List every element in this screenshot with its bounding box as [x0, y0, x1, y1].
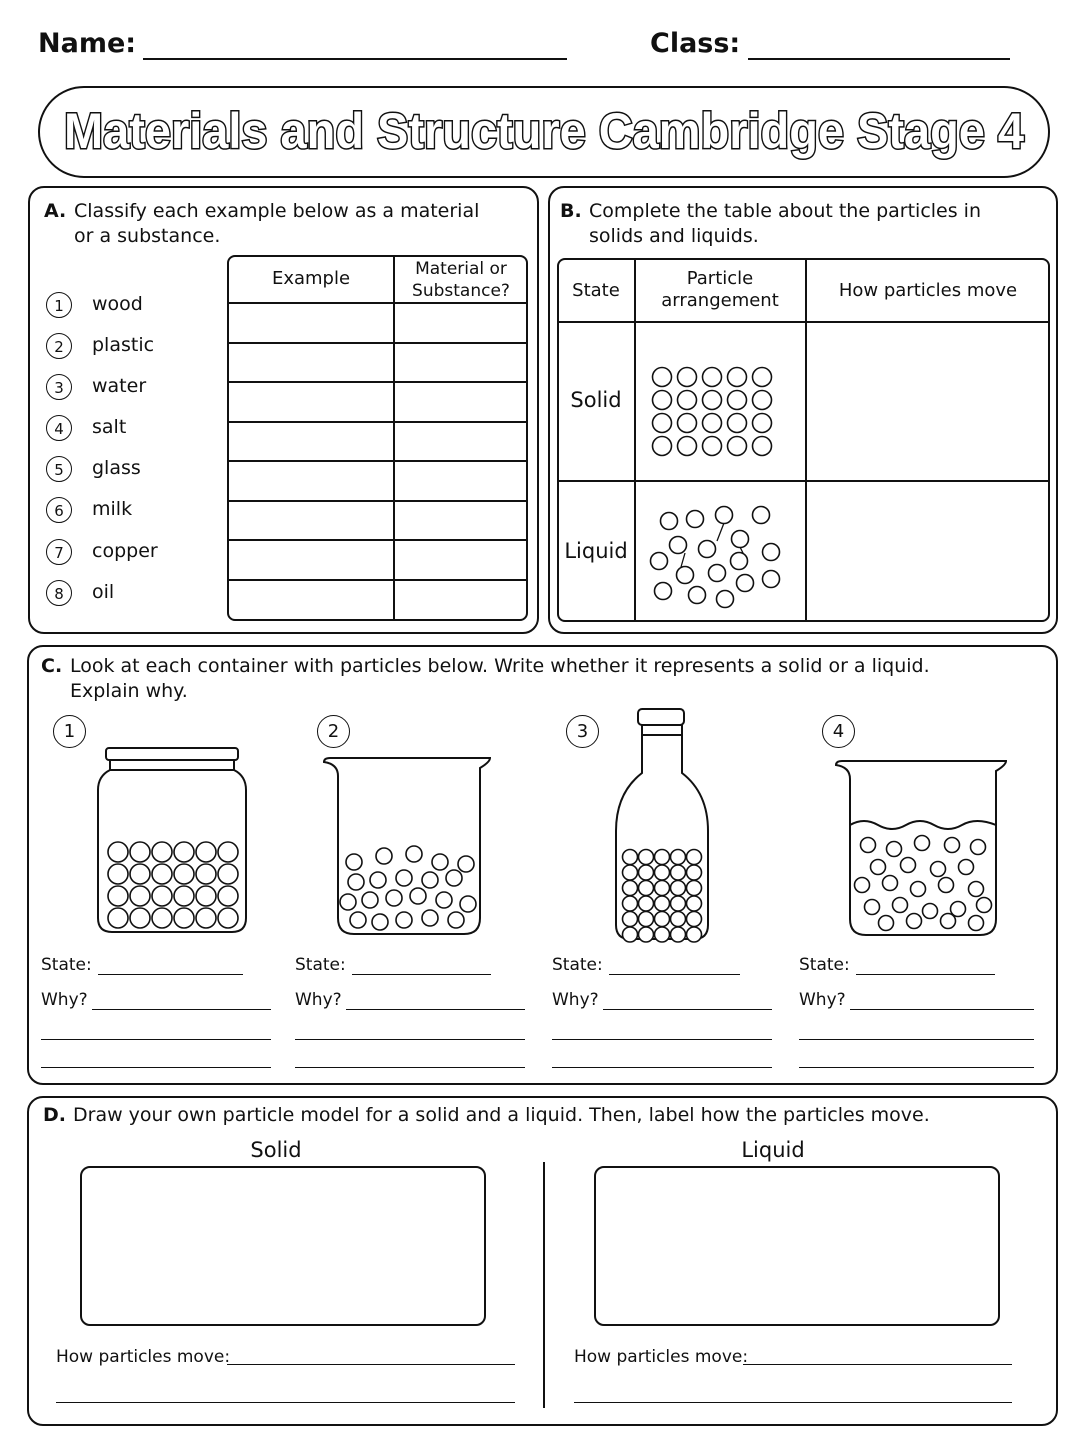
- particle: [623, 865, 638, 880]
- solid-drawing-title: Solid: [250, 1138, 302, 1162]
- jar-container-1: [96, 746, 248, 936]
- solid-drawing-box[interactable]: [80, 1166, 486, 1326]
- particle: [346, 854, 362, 870]
- particle: [653, 391, 672, 410]
- solid-particle-grid: [648, 364, 778, 459]
- particle: [460, 896, 476, 912]
- why-extra-line-1-1[interactable]: [41, 1025, 271, 1040]
- state-answer-line-1[interactable]: [98, 960, 243, 975]
- a-table-answer-cell-7[interactable]: [395, 541, 526, 579]
- b-row-liquid: Liquid: [564, 539, 628, 563]
- particle: [717, 591, 734, 608]
- why-extra-line-4-1[interactable]: [799, 1025, 1034, 1040]
- why-answer-line-4[interactable]: [850, 995, 1034, 1010]
- motion-line: [681, 553, 685, 567]
- particle: [130, 842, 150, 862]
- item-label-8: oil: [92, 581, 115, 603]
- particle: [653, 437, 672, 456]
- particle: [677, 567, 694, 584]
- b-header-arrangement: Particle arrangement: [661, 268, 779, 311]
- class-label: Class:: [650, 28, 741, 59]
- particle: [655, 850, 670, 865]
- particle: [753, 437, 772, 456]
- particle: [923, 904, 938, 919]
- particle: [911, 882, 926, 897]
- particle: [907, 914, 922, 929]
- particle: [671, 865, 686, 880]
- a-table-example-cell-1[interactable]: [229, 304, 392, 342]
- particle: [941, 914, 956, 929]
- particle: [372, 914, 388, 930]
- particle: [655, 583, 672, 600]
- particle: [728, 391, 747, 410]
- why-answer-line-2[interactable]: [346, 995, 525, 1010]
- particle: [687, 865, 702, 880]
- particle: [623, 927, 638, 942]
- a-table-example-cell-6[interactable]: [229, 502, 392, 539]
- particle: [671, 912, 686, 927]
- particle: [655, 865, 670, 880]
- particle: [753, 368, 772, 387]
- particle: [709, 565, 726, 582]
- particle: [687, 850, 702, 865]
- particle: [174, 908, 194, 928]
- particle: [687, 927, 702, 942]
- particle: [386, 890, 402, 906]
- why-answer-line-1[interactable]: [92, 995, 271, 1010]
- particle: [108, 864, 128, 884]
- particle: [655, 927, 670, 942]
- section-c-text: Look at each container with particles below. Write whether it represents a solid or a liquid. Explain why.: [70, 655, 930, 702]
- state-label-2: State:: [295, 955, 346, 975]
- particle: [753, 414, 772, 433]
- particle: [671, 881, 686, 896]
- item-label-5: glass: [92, 457, 141, 479]
- state-label-1: State:: [41, 955, 92, 975]
- particle: [687, 912, 702, 927]
- particle: [376, 848, 392, 864]
- a-table-answer-cell-4[interactable]: [395, 423, 526, 460]
- particle: [623, 850, 638, 865]
- particle: [108, 908, 128, 928]
- section-d-text: Draw your own particle model for a solid and a liquid. Then, label how the particles move.: [73, 1104, 930, 1126]
- particle: [639, 881, 654, 896]
- state-label-4: State:: [799, 955, 850, 975]
- svg-text:Materials and Structure Cambr: Materials and Structure Cambridge Stage 4: [64, 103, 1025, 159]
- liquid-move-label: How particles move:: [574, 1347, 749, 1367]
- particle: [653, 368, 672, 387]
- particle: [703, 391, 722, 410]
- why-extra-line-3-2[interactable]: [552, 1053, 772, 1068]
- a-table-answer-cell-1[interactable]: [395, 304, 526, 342]
- section-a-text: Classify each example below as a material or a substance.: [74, 200, 480, 247]
- particle: [362, 892, 378, 908]
- name-field[interactable]: [143, 40, 567, 60]
- a-table-answer-cell-6[interactable]: [395, 502, 526, 539]
- item-label-3: water: [92, 375, 147, 397]
- particle: [687, 511, 704, 528]
- particle: [639, 896, 654, 911]
- particle: [887, 842, 902, 857]
- b-row-solid: Solid: [570, 388, 622, 412]
- why-extra-line-1-2[interactable]: [41, 1053, 271, 1068]
- particle: [763, 571, 780, 588]
- particle: [396, 912, 412, 928]
- beaker-container-4: [834, 759, 1010, 939]
- particle: [196, 842, 216, 862]
- particle: [678, 368, 697, 387]
- particle: [196, 886, 216, 906]
- particle: [699, 541, 716, 558]
- a-table-example-cell-8[interactable]: [229, 581, 392, 619]
- liquid-particle-scatter: [645, 505, 785, 610]
- particle: [370, 872, 386, 888]
- particle: [655, 896, 670, 911]
- particle: [671, 850, 686, 865]
- particle: [716, 507, 733, 524]
- a-table-answer-cell-2[interactable]: [395, 344, 526, 381]
- item-label-7: copper: [92, 540, 158, 562]
- particle: [348, 874, 364, 890]
- section-d-divider: [543, 1162, 545, 1408]
- state-answer-line-3[interactable]: [609, 960, 740, 975]
- particle: [931, 862, 946, 877]
- why-label-2: Why?: [295, 990, 342, 1010]
- particle: [130, 864, 150, 884]
- particle: [152, 908, 172, 928]
- particle: [639, 850, 654, 865]
- particle: [939, 878, 954, 893]
- particle: [174, 864, 194, 884]
- particle: [753, 507, 770, 524]
- particle: [639, 927, 654, 942]
- particle: [901, 858, 916, 873]
- b-solid-move-cell[interactable]: [808, 323, 1048, 479]
- particle: [737, 575, 754, 592]
- particle: [174, 842, 194, 862]
- name-label: Name:: [38, 28, 137, 59]
- particle: [977, 898, 992, 913]
- class-field[interactable]: [748, 40, 1010, 60]
- item-number-4: 4: [46, 415, 72, 441]
- particle: [871, 860, 886, 875]
- why-label-4: Why?: [799, 990, 846, 1010]
- particle: [458, 856, 474, 872]
- motion-line: [717, 523, 724, 541]
- particle: [763, 544, 780, 561]
- particle: [971, 840, 986, 855]
- container-number-4: 4: [822, 715, 855, 748]
- particle: [422, 910, 438, 926]
- particle: [350, 912, 366, 928]
- particle: [753, 391, 772, 410]
- b-header-move: How particles move: [838, 280, 1018, 301]
- a-table-example-cell-3[interactable]: [229, 383, 392, 421]
- item-label-2: plastic: [92, 334, 155, 356]
- a-header-example: Example: [271, 268, 351, 289]
- particle: [671, 896, 686, 911]
- particle: [623, 881, 638, 896]
- item-label-4: salt: [92, 416, 127, 438]
- state-answer-line-2[interactable]: [352, 960, 491, 975]
- particle: [678, 437, 697, 456]
- particle: [731, 553, 748, 570]
- a-table-answer-cell-3[interactable]: [395, 383, 526, 421]
- a-table-example-cell-4[interactable]: [229, 423, 392, 460]
- section-d-letter: D.: [43, 1104, 66, 1126]
- a-table-example-cell-2[interactable]: [229, 344, 392, 381]
- item-label-6: milk: [92, 498, 133, 520]
- why-extra-line-4-2[interactable]: [799, 1053, 1034, 1068]
- particle: [969, 882, 984, 897]
- particle: [969, 916, 984, 931]
- liquid-move-line-1[interactable]: [743, 1350, 1012, 1365]
- why-label-3: Why?: [552, 990, 599, 1010]
- a-table-answer-cell-8[interactable]: [395, 581, 526, 619]
- liquid-move-line-2[interactable]: [574, 1388, 1012, 1403]
- item-number-6: 6: [46, 497, 72, 523]
- section-c-letter: C.: [41, 655, 63, 677]
- particle: [410, 888, 426, 904]
- b-col-line-1: [634, 259, 636, 621]
- particle: [432, 854, 448, 870]
- particle: [623, 912, 638, 927]
- particle: [915, 836, 930, 851]
- b-liquid-move-cell[interactable]: [808, 482, 1048, 620]
- particle: [196, 864, 216, 884]
- particle: [945, 838, 960, 853]
- particle: [152, 886, 172, 906]
- particle: [174, 886, 194, 906]
- particle: [446, 870, 462, 886]
- title-text: [38, 86, 1050, 178]
- item-number-5: 5: [46, 456, 72, 482]
- particle: [689, 587, 706, 604]
- particle: [855, 878, 870, 893]
- particle: [623, 896, 638, 911]
- solid-move-line-2[interactable]: [56, 1388, 515, 1403]
- particle: [396, 870, 412, 886]
- particle: [728, 368, 747, 387]
- particle: [678, 414, 697, 433]
- container-number-1: 1: [53, 715, 86, 748]
- a-table-example-cell-5[interactable]: [229, 462, 392, 500]
- liquid-drawing-box[interactable]: [594, 1166, 1000, 1326]
- particle: [865, 900, 880, 915]
- particle: [959, 860, 974, 875]
- particle: [703, 414, 722, 433]
- particle: [639, 865, 654, 880]
- particle: [728, 437, 747, 456]
- particle: [218, 864, 238, 884]
- particle: [340, 894, 356, 910]
- particle: [661, 513, 678, 530]
- why-label-1: Why?: [41, 990, 88, 1010]
- section-b-text: Complete the table about the particles in solids and liquids.: [589, 200, 981, 247]
- particle: [130, 908, 150, 928]
- particle: [861, 838, 876, 853]
- item-number-8: 8: [46, 580, 72, 606]
- particle: [655, 881, 670, 896]
- particle: [218, 886, 238, 906]
- item-label-1: wood: [92, 293, 143, 315]
- particle: [218, 842, 238, 862]
- item-number-2: 2: [46, 333, 72, 359]
- particle: [732, 531, 749, 548]
- liquid-drawing-title: Liquid: [741, 1138, 805, 1162]
- why-extra-line-2-2[interactable]: [295, 1053, 525, 1068]
- particle: [436, 892, 452, 908]
- particle: [653, 414, 672, 433]
- state-answer-line-4[interactable]: [856, 960, 995, 975]
- particle: [893, 898, 908, 913]
- particle: [671, 927, 686, 942]
- particle: [678, 391, 697, 410]
- why-extra-line-3-1[interactable]: [552, 1025, 772, 1040]
- particle: [703, 368, 722, 387]
- particle: [152, 864, 172, 884]
- particle: [108, 842, 128, 862]
- a-header-material: Material or Substance?: [412, 259, 510, 301]
- state-label-3: State:: [552, 955, 603, 975]
- item-number-3: 3: [46, 374, 72, 400]
- particle: [422, 872, 438, 888]
- container-number-3: 3: [566, 715, 599, 748]
- solid-move-label: How particles move:: [56, 1347, 231, 1367]
- particle: [152, 842, 172, 862]
- why-extra-line-2-1[interactable]: [295, 1025, 525, 1040]
- particle: [879, 916, 894, 931]
- why-answer-line-3[interactable]: [603, 995, 772, 1010]
- a-table-answer-cell-5[interactable]: [395, 462, 526, 500]
- particle: [218, 908, 238, 928]
- b-header-state: State: [572, 280, 620, 301]
- particle: [687, 896, 702, 911]
- solid-move-line-1[interactable]: [227, 1350, 515, 1365]
- bottle-container-3: [612, 707, 712, 943]
- beaker-container-2: [322, 756, 494, 940]
- item-number-1: 1: [46, 292, 72, 318]
- particle: [687, 881, 702, 896]
- item-number-7: 7: [46, 539, 72, 565]
- particle: [655, 912, 670, 927]
- particle: [639, 912, 654, 927]
- particle: [651, 553, 668, 570]
- particle: [883, 876, 898, 891]
- particle: [448, 912, 464, 928]
- particle: [703, 437, 722, 456]
- particle: [670, 537, 687, 554]
- particle: [728, 414, 747, 433]
- particle: [130, 886, 150, 906]
- section-b-letter: B.: [560, 200, 582, 222]
- particle: [108, 886, 128, 906]
- container-number-2: 2: [317, 715, 350, 748]
- section-a-letter: A.: [44, 200, 67, 222]
- b-col-line-2: [805, 259, 807, 621]
- particle: [406, 846, 422, 862]
- particle: [196, 908, 216, 928]
- a-table-example-cell-7[interactable]: [229, 541, 392, 579]
